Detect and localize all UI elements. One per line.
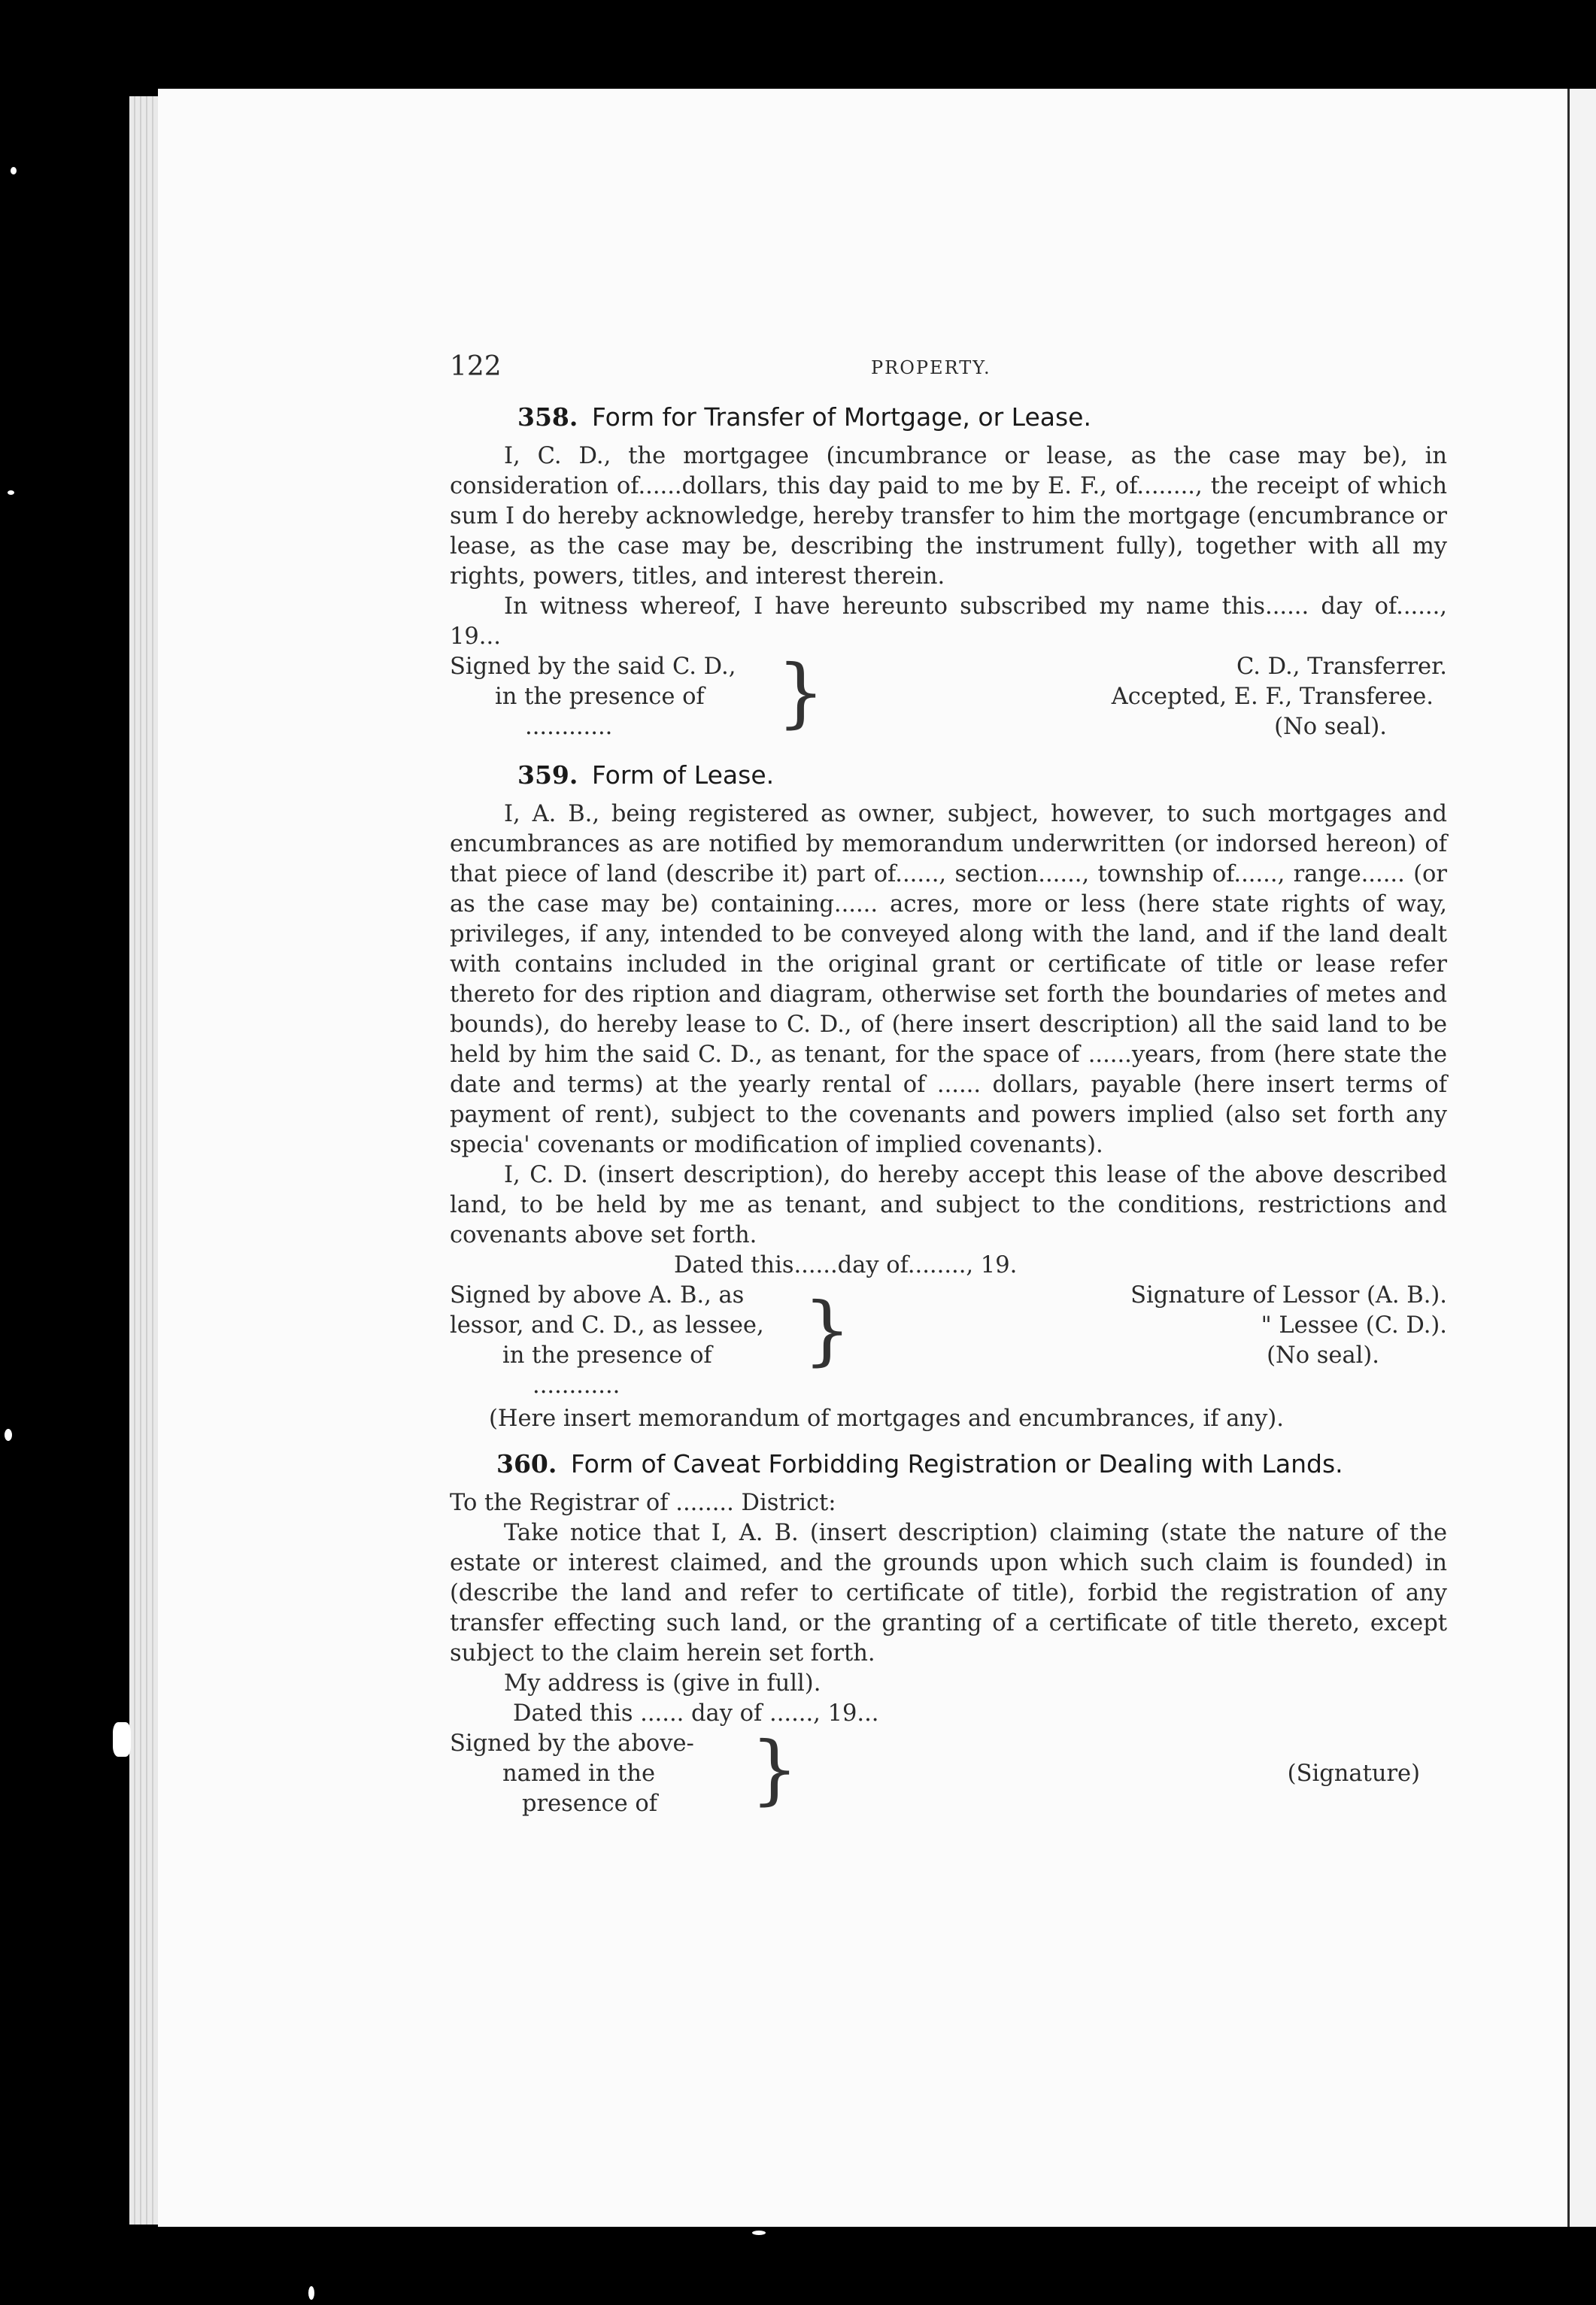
signature-label: (Signature) bbox=[1287, 1761, 1420, 1787]
brace-icon: } bbox=[777, 648, 825, 736]
sig-right-line: " Lessee (C. D.). bbox=[1261, 1312, 1447, 1339]
signature-left bbox=[450, 1281, 764, 1401]
s359-signature-block bbox=[450, 1281, 1447, 1404]
section-title: Form of Caveat Forbidding Registration or Dealing with Lands. bbox=[570, 1449, 1343, 1479]
section-360-heading bbox=[450, 1448, 1447, 1481]
brace-icon: } bbox=[751, 1725, 799, 1813]
s359-paragraph-2: I, C. D. (insert description), do hereby accept this lease of the above described land, to be held by me as tenant, and subject to the conditions, restrictions and covenants above set forth. bbox=[450, 1162, 1447, 1248]
section-title: Form for Transfer of Mortgage, or Lease. bbox=[591, 402, 1091, 432]
scan-speck bbox=[5, 1429, 12, 1441]
signature-right bbox=[1112, 652, 1447, 742]
facing-page-edge bbox=[1567, 89, 1596, 2227]
signature-left bbox=[450, 652, 736, 742]
s359-memo: (Here insert memorandum of mortgages and encumbrances, if any). bbox=[489, 1406, 1284, 1432]
signature-right bbox=[1288, 1759, 1420, 1789]
sig-left-line: Signed by the above- bbox=[450, 1730, 694, 1757]
s360-dated-line: Dated this ...... day of ......, 19... bbox=[513, 1700, 879, 1727]
page-number: 122 bbox=[450, 351, 502, 382]
scan-speck bbox=[308, 2286, 314, 2300]
section-number: 359. bbox=[517, 760, 578, 790]
s360-paragraph-1: Take notice that I, A. B. (insert description) claiming (state the nature of the estate or interest claimed, and the grounds upon which such claim is founded) in (describe the land and refer to certificate of title), forbid the registration of any transfer effecting such land, or the granting of a certificate of title thereto, except subject to the claim herein set forth. bbox=[450, 1520, 1447, 1667]
scan-speck bbox=[8, 490, 14, 495]
sig-left-line: named in the bbox=[502, 1761, 656, 1787]
section-title: Form of Lease. bbox=[591, 760, 775, 790]
brace-icon: } bbox=[803, 1286, 851, 1374]
signature-right bbox=[1130, 1281, 1447, 1371]
section-358-heading bbox=[517, 401, 1447, 434]
s359-paragraph-1: I, A. B., being registered as owner, subject, however, to such mortgages and encumbrances as are notified by memorandum underwritten (or indorsed hereon) of that piece of land (describe it) part of......, section......, township of......, range...... (or as the case may be) containing...... acres, more or less (here state rights of way, privileges, if any, intended to be conveyed along with the land, and if the land dealt with contains included in the original grant or certificate of title or lease refer thereto for des ription and diagram, otherwise set forth the boundaries of metes and bounds), do hereby lease to C. D., of (here insert description) all the said land to be held by him the said C. D., as tenant, for the space of ......years, from (here state the date and terms) at the yearly rental of ...... dollars, payable (here insert terms of payment of rent), subject to the covenants and powers implied (also set forth any specia' covenants or modification of implied covenants). bbox=[450, 801, 1447, 1158]
sig-right-line: Signature of Lessor (A. B.). bbox=[1130, 1282, 1447, 1309]
scan-speck bbox=[11, 167, 17, 174]
sig-right-line: C. D., Transferrer. bbox=[1236, 654, 1447, 680]
scan-speck bbox=[752, 2231, 766, 2235]
sig-left-line: in the presence of bbox=[502, 1342, 712, 1369]
sig-left-line: in the presence of bbox=[495, 684, 705, 710]
s358-paragraph-2: In witness whereof, I have hereunto subscribed my name this...... day of......, 19... bbox=[450, 593, 1447, 650]
s358-paragraph-1: I, C. D., the mortgagee (incumbrance or lease, as the case may be), in consideration of......dollars, this day paid to me by E. F., of........, the receipt of which sum I do hereby acknowledge, hereby transfer to him the mortgage (encumbrance or lease, as the case may be, describing the instrument fully), together with all my rights, powers, titles, and interest therein. bbox=[450, 443, 1447, 590]
sig-left-line: ............ bbox=[533, 1372, 620, 1399]
sig-right-line: (No seal). bbox=[1274, 714, 1387, 740]
sig-left-line: Signed by above A. B., as bbox=[450, 1282, 745, 1309]
section-number: 360. bbox=[496, 1449, 557, 1479]
scan-speck bbox=[113, 1722, 131, 1757]
s360-signature-block bbox=[450, 1725, 1447, 1822]
section-359-heading bbox=[517, 759, 1447, 792]
sig-left-line: Signed by the said C. D., bbox=[450, 654, 736, 680]
running-title: PROPERTY. bbox=[871, 357, 991, 378]
s360-address-line: My address is (give in full). bbox=[504, 1670, 821, 1697]
sig-left-line: ............ bbox=[525, 714, 613, 740]
sig-left-line: lessor, and C. D., as lessee, bbox=[450, 1312, 764, 1339]
section-number: 358. bbox=[517, 402, 578, 432]
s359-dated-line: Dated this......day of........, 19. bbox=[674, 1252, 1018, 1278]
running-head bbox=[450, 342, 1447, 387]
s358-signature-block bbox=[450, 648, 1447, 745]
s360-addressee: To the Registrar of ........ District: bbox=[450, 1490, 836, 1516]
page-content bbox=[450, 342, 1447, 1822]
sig-right-line: Accepted, E. F., Transferee. bbox=[1111, 684, 1434, 710]
signature-left bbox=[450, 1729, 694, 1819]
sig-right-line: (No seal). bbox=[1267, 1342, 1379, 1369]
sig-left-line: presence of bbox=[522, 1791, 657, 1817]
